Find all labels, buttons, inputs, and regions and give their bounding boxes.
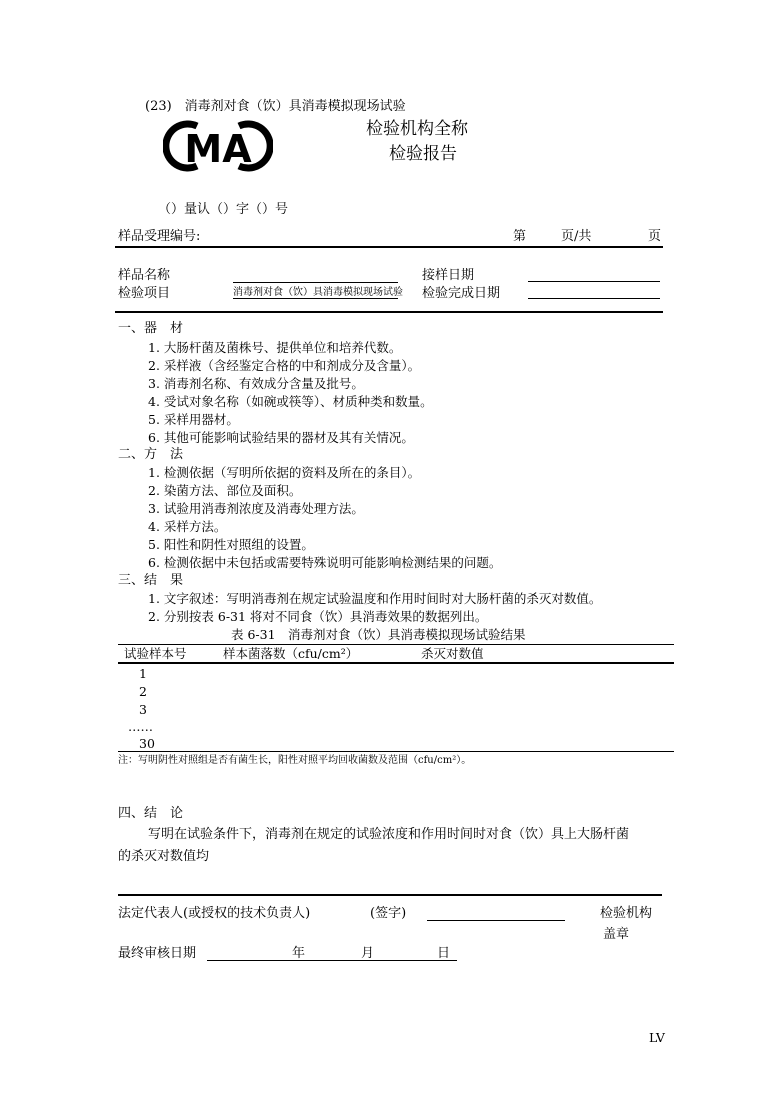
table-row: 30: [139, 736, 155, 751]
header-rule: [115, 246, 663, 248]
report-title: 检验报告: [389, 144, 457, 164]
table-row: ……: [128, 719, 153, 734]
day-label: 日: [437, 946, 451, 961]
table-top-rule: [118, 644, 674, 645]
receive-date-label: 接样日期: [422, 268, 475, 283]
footer-rule: [118, 894, 662, 896]
info-rule: [115, 311, 663, 313]
section-conclusion-title: 四、结 论: [118, 806, 184, 821]
test-item-label: 检验项目: [118, 286, 171, 301]
cma-logo: [163, 120, 273, 176]
conclusion-text-line2: 的杀灭对数值均: [118, 849, 210, 864]
org-seal-label-line2: 盖章: [603, 927, 630, 942]
list-item: 5. 采样用器材。: [148, 412, 239, 427]
complete-date-label: 检验完成日期: [422, 286, 501, 301]
list-item: 4. 采样方法。: [148, 519, 227, 534]
list-item: 6. 其他可能影响试验结果的器材及其有关情况。: [148, 430, 414, 445]
table-row: 2: [139, 684, 147, 699]
final-review-date-label: 最终审核日期: [118, 946, 197, 961]
certificate-number: （）量认（）字（）号: [158, 202, 289, 217]
list-item: 2. 染菌方法、部位及面积。: [148, 483, 302, 498]
section-result-title: 三、结 果: [118, 573, 184, 588]
table-header-sample-no: 试验样本号: [124, 646, 187, 661]
test-item-value: 消毒剂对食（饮）具消毒模拟现场试验: [233, 287, 403, 298]
year-label: 年: [292, 946, 306, 961]
list-item: 1. 文字叙述：写明消毒剂在规定试验温度和作用时间时对大肠杆菌的杀灭对数值。: [148, 591, 602, 606]
conclusion-text-line1: 写明在试验条件下，消毒剂在规定的试验浓度和作用时间时对食（饮）具上大肠杆菌: [148, 827, 630, 842]
table-header-rule: [118, 662, 674, 664]
table-caption: 表 6-31 消毒剂对食（饮）具消毒模拟现场试验结果: [231, 627, 526, 642]
list-item: 2. 分别按表 6-31 将对不同食（饮）具消毒效果的数据列出。: [148, 609, 488, 624]
org-name: 检验机构全称: [366, 119, 468, 139]
sample-name-line: [233, 282, 398, 283]
table-row: 1: [139, 666, 147, 681]
list-item: 2. 采样液（含经鉴定合格的中和剂成分及含量）。: [148, 358, 421, 373]
table-header-kill-log: 杀灭对数值: [421, 646, 484, 661]
test-item-line: [233, 298, 398, 299]
signature-line: [427, 920, 565, 921]
month-label: 月: [361, 946, 375, 961]
table-row: 3: [139, 702, 147, 717]
list-item: 6. 检测依据中未包括或需要特殊说明可能影响检测结果的问题。: [148, 555, 502, 570]
section-equipment-title: 一、器 材: [118, 321, 184, 336]
table-note: 注：写明阴性对照组是否有菌生长，阳性对照平均回收菌数及范围（cfu/cm²）。: [118, 755, 472, 766]
section-method-title: 二、方 法: [118, 447, 184, 462]
list-item: 4. 受试对象名称（如碗或筷等）、材质种类和数量。: [148, 394, 433, 409]
table-bottom-rule: [118, 751, 674, 752]
document-subtitle: (23) 消毒剂对食（饮）具消毒模拟现场试验: [145, 99, 406, 114]
list-item: 1. 检测依据（写明所依据的资料及所在的条目）。: [148, 465, 421, 480]
svg-text:MA: MA: [184, 127, 252, 171]
final-review-date-line: [207, 960, 457, 961]
page-di-label: 第: [513, 229, 527, 244]
table-header-colony-count: 样本菌落数（cfu/cm²）: [223, 646, 359, 661]
receive-date-line: [528, 281, 660, 282]
list-item: 3. 试验用消毒剂浓度及消毒处理方法。: [148, 501, 364, 516]
list-item: 3. 消毒剂名称、有效成分含量及批号。: [148, 376, 364, 391]
complete-date-line: [528, 298, 660, 299]
page-code: LV: [649, 1030, 665, 1045]
org-seal-label-line1: 检验机构: [600, 906, 653, 921]
list-item: 1. 大肠杆菌及菌株号、提供单位和培养代数。: [148, 340, 402, 355]
signature-label: (签字): [370, 906, 407, 921]
page-ye-label: 页: [648, 229, 662, 244]
sample-name-label: 样品名称: [118, 268, 171, 283]
sample-receipt-label: 样品受理编号:: [118, 229, 201, 244]
legal-representative-label: 法定代表人(或授权的技术负责人): [118, 906, 311, 921]
page-total-label: 页/共: [561, 229, 592, 244]
list-item: 5. 阳性和阴性对照组的设置。: [148, 537, 314, 552]
